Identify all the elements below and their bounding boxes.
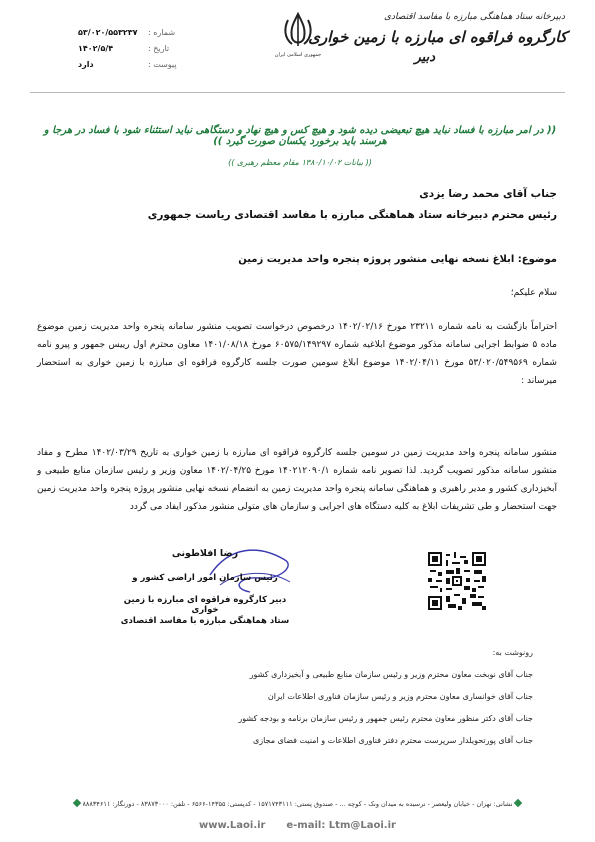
- org-line-1: دبیرخانه ستاد هماهنگی مبارزه با مفاسد اقتصادی: [383, 12, 565, 22]
- number-label: شماره :: [148, 28, 176, 37]
- letter-attachment: [70, 60, 210, 72]
- date-value: ۱۴۰۲/۵/۴: [78, 44, 114, 53]
- footer-address: [30, 800, 565, 808]
- greeting: سلام علیکم؛: [510, 288, 557, 298]
- cc-title: رونوشت به:: [492, 648, 533, 657]
- cc-item: جناب آقای پورتحویلدار سرپرست محترم دفتر فناوری اطلاعات و امنیت فضای مجازی: [252, 736, 533, 745]
- org-line-2: کارگروه فراقوه ای مبارزه با زمین خواری: [308, 28, 567, 46]
- footer-web-link[interactable]: www.Laoi.ir: [199, 820, 266, 831]
- iran-emblem-icon: [278, 10, 318, 50]
- body-paragraph-2: منشور سامانه پنجره واحد مدیریت زمین در سومین جلسه کارگروه فراقوه ای مبارزه با زمین خواری به تاریخ ۱۴۰۲/۰۳/۲۹ مطرح و مفاد منشور سامانه مذکور تصویب گردید. لذا تصویر نامه شماره ۱۴۰۲۱۲۰۹۰/۱ مورخ ۱۴۰۲/۰۴/۲۵ معاون وزیر و رئیس سازمان منابع طبیعی و آبخیزداری کشور و مدیر راهبری و هماهنگی سامانه پنجره واحد مدیریت زمین به انضمام نسخه نهایی منشور پروژه پنجره واحد مدیریت زمین جهت استحضار و طی تشریفات ابلاغ به کلیه دستگاه های اجرایی و سازمان های متولی منشور مذکور ایفاد می گردد: [37, 448, 557, 512]
- quote-source: (( بیانات ۱۳۸۰/۱۰/۰۲ مقام معظم رهبری )): [228, 158, 372, 167]
- signatory-title-2: دبیر کارگروه فراقوه ای مبارزه با زمین خواری: [123, 595, 287, 615]
- footer-contact: [0, 820, 595, 831]
- addressee-title: رئیس محترم دبیرخانه ستاد هماهنگی مبارزه با مفاسد اقتصادی ریاست جمهوری: [147, 209, 557, 221]
- attachment-value: دارد: [78, 60, 94, 69]
- org-line-3: دبیر: [414, 50, 435, 65]
- signatory-title-1: رئیس سازمان امور اراضی کشور و: [132, 573, 278, 583]
- footer-address-text: نشانی: تهران - خیابان ولیعصر - نرسیده به میدان ونک - کوچه ... - صندوق پستی: ۱۵۷۱۷۴۳۱۱۱ - کدپستی: ۱۴۳۵۵-۶۵۶۶ - تلفن: ۸۳۸۷۳۰۰۰ - دورنگار: ۸۸۸۳۴۶۱۱: [82, 800, 513, 808]
- leader-quote: (( در امر مبارزه با فساد نباید هیچ تبعیضی دیده شود و هیچ کس و هیچ نهاد و دستگاهی نباید استثناء شود با فساد در هرجا و هرسند باید برخورد یکسان صورت گیرد )): [43, 125, 557, 147]
- diamond-icon: [73, 799, 81, 807]
- signatory-title-3: ستاد هماهنگی مبارزه با مفاسد اقتصادی: [120, 616, 290, 626]
- cc-item: جناب آقای دکتر منظور معاون محترم رئیس جمهور و رئیس سازمان برنامه و بودجه کشور: [238, 714, 533, 723]
- attachment-label: پیوست :: [148, 60, 177, 69]
- header-divider: [30, 92, 565, 93]
- letter-date: [70, 44, 210, 56]
- letter-number: [70, 28, 210, 40]
- signatory-name: رضا افلاطونی: [171, 548, 239, 559]
- date-label: تاریخ :: [148, 44, 170, 53]
- body-paragraph-1: احتراماً بازگشت به نامه شماره ۲۳۲۱۱ مورخ ۱۴۰۲/۰۲/۱۶ درخصوص درخواست تصویب منشور سامانه پنجره واحد مدیریت زمین موضوع ماده ۵ ضوابط اجرایی سامانه مذکور موضوع ابلاغیه شماره ۶۰۵۷۵/۱۴۹۲۹۷ مورخ ۱۴۰۱/۰۸/۱۸ معاون محترم اول رییس جمهور و پیرو نامه شماره ۵۳/۰۲۰/۵۴۹۵۶۹ مورخ ۱۴۰۲/۰۴/۱۱ موضوع ابلاغ سومین صورت جلسه کارگروه فراقوه ای مبارزه با زمین خواری به استحضار میرساند :: [37, 322, 557, 386]
- number-value: ۵۳/۰۲۰/۵۵۳۲۳۷: [78, 28, 138, 37]
- qr-code-icon: [428, 552, 486, 610]
- emblem-caption: جمهوری اسلامی ایران: [274, 52, 322, 58]
- addressee-name: جناب آقای محمد رضا یزدی: [419, 188, 557, 200]
- cc-item: جناب آقای نوبخت معاون محترم وزیر و رئیس سازمان منابع طبیعی و آبخیزداری کشور: [249, 670, 533, 679]
- subject-line: موضوع: ابلاغ نسخه نهایی منشور پروژه پنجره واحد مدیریت زمین: [238, 254, 557, 265]
- cc-item: جناب آقای خوانساری معاون محترم وزیر و رئیس سازمان فناوری اطلاعات ایران: [267, 692, 533, 701]
- diamond-icon: [513, 799, 521, 807]
- footer-email-link[interactable]: e-mail: Ltm@Laoi.ir: [286, 820, 396, 831]
